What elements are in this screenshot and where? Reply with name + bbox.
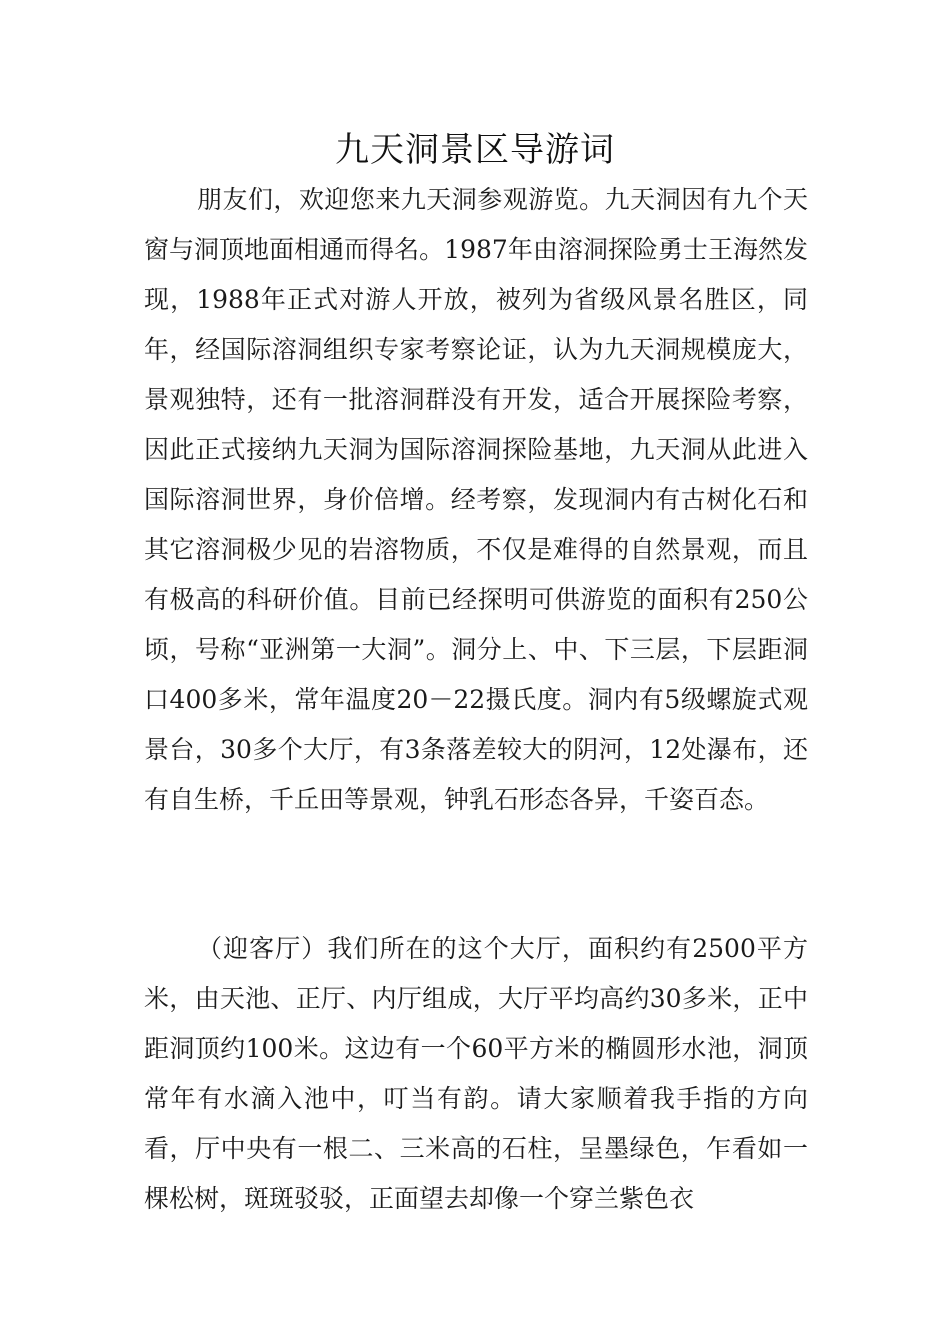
document-title: 九天洞景区导游词 (335, 130, 615, 170)
paragraph-welcome-hall: （迎客厅）我们所在的这个大厅，面积约有2500平方米，由天池、正厅、内厅组成，大厅平均高约30多米，正中距洞顶约100米。这边有一个60平方米的椭圆形水池，洞顶常年有水滴入池中，叮当有韵。请大家顺着我手指的方向看，厅中央有一根二、三米高的石柱，呈墨绿色，乍看如一棵松树，斑斑驳驳，正面望去却像一个穿兰紫色衣 (144, 934, 808, 1213)
paragraph-intro: 朋友们，欢迎您来九天洞参观游览。九天洞因有九个天窗与洞顶地面相通而得名。1987年由溶洞探险勇士王海然发现，1988年正式对游人开放，被列为省级风景名胜区，同年，经国际溶洞组织专家考察论证，认为九天洞规模庞大，景观独特，还有一批溶洞群没有开发，适合开展探险考察，因此正式接纳九天洞为国际溶洞探险基地，九天洞从此进入国际溶洞世界，身价倍增。经考察，发现洞内有古树化石和其它溶洞极少见的岩溶物质，不仅是难得的自然景观，而且有极高的科研价值。目前已经探明可供游览的面积有250公顷，号称“亚洲第一大洞”。洞分上、中、下三层，下层距洞口400多米，常年温度20－22摄氏度。洞内有5级螺旋式观景台，30多个大厅，有3条落差较大的阴河，12处瀑布，还有自生桥，千丘田等景观，钟乳石形态各异，千姿百态。 (144, 185, 808, 814)
